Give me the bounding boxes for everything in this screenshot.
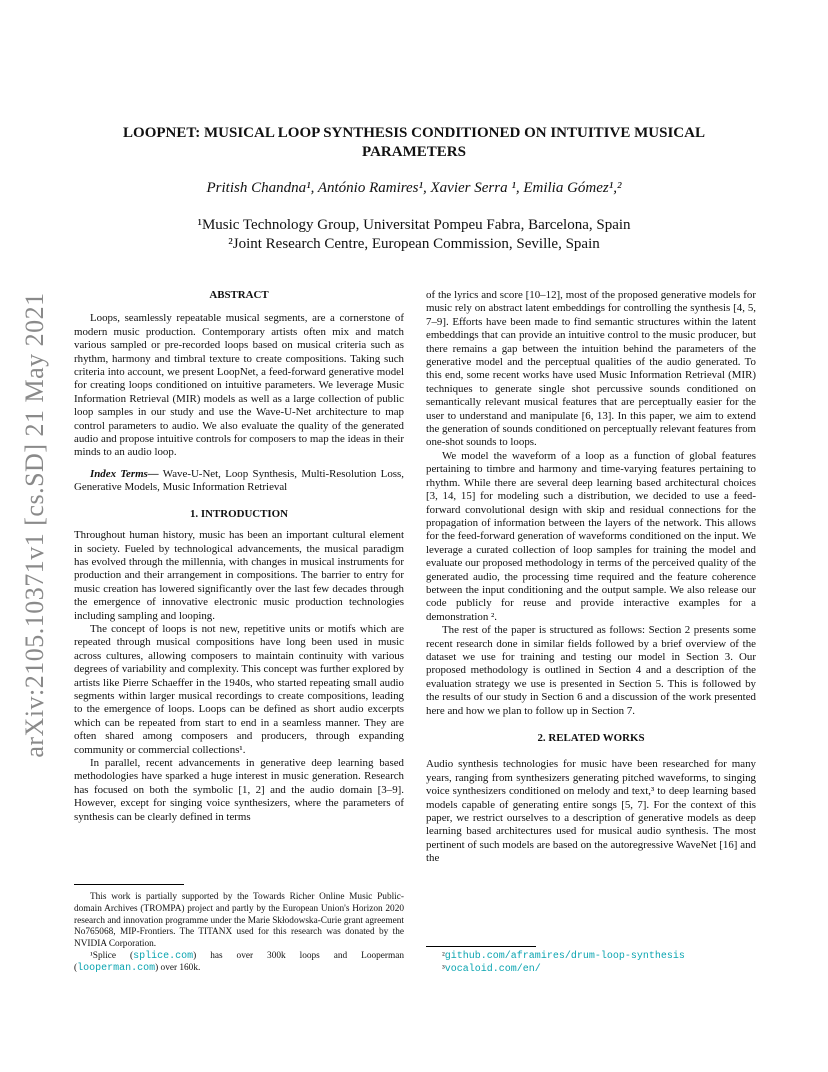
- arxiv-stamp: [20, 290, 50, 760]
- intro-paragraph-1: Throughout human history, music has been an important cultural element in society. Fueled by technological advancements, the musical paradigm has evolved through the millennia, with changes in musical instruments for production and their arrangement in compositions. The barrier to entry for music creation has lowered significantly over the last few decades through the emergence of innovative electronic music production technologies including sampling and looping.: [74, 529, 404, 622]
- index-terms: [74, 468, 404, 495]
- right-paragraph-2: We model the waveform of a loop as a function of global features pertaining to timbre and harmony and time-varying features pertaining to rhythm. While there are several deep learning based architectural choices [3, 14, 15] for modeling such a distribution, we decided to use a feed-forward convolutional design with skip and residual connections for the propagation of information between the layers of the network. This allows for the feed-forward generation of waveforms conditioned on the input. We leverage a curated collection of loop samples for training the model and evaluate our proposed methodology in terms of the perceived quality of the generated audio, the processing time required and the feature coherence between the input conditioning and the output sample. We also release our code publicly for reuse and provide interactive examples for a demonstration ².: [426, 449, 756, 623]
- footnote-3: ³vocaloid.com/en/: [442, 964, 541, 975]
- related-works-heading: 2. RELATED WORKS: [537, 732, 645, 744]
- right-column: [426, 289, 756, 866]
- affiliations: [80, 216, 748, 254]
- footnote-link-github[interactable]: github.com/aframires/drum-loop-synthesis: [444, 951, 685, 962]
- introduction-heading: 1. INTRODUCTION: [189, 507, 289, 520]
- intro-paragraph-3: In parallel, recent advancements in generative deep learning based methodologies have sparked a huge interest in music generation. Research has focused on both the symbolic [1, 2] and the audio domain [3–9]. However, except for singing voice synthesizers, where the parameters of synthesis can be clearly defined in terms: [74, 757, 404, 823]
- intro-paragraph-2: The concept of loops is not new, repetitive units or motifs which are repeated through musical compositions have long been used in music across cultures, allowing composers to maintain continuity with various degrees of variability and complexity. This concept was further explored by artists like Pierre Schaeffer in the 1940s, who started repeating small audio segments within larger musical recordings to create compositions, leading to the emergence of loops. Loops can be defined as short audio excerpts which can be repeated from start to end in a seamless manner. They are often shared among composers and producers, through expanding community or commercial collections¹.: [74, 622, 404, 756]
- footnote-acknowledgement: This work is partially supported by the Towards Richer Online Music Public-domain Archives (TROMPA) project and partly by the European Union's Horizon 2020 research and innovation programme under the Marie Skłodowska-Curie grant agreement No765068, MIP-Frontiers. The TITANX used for this research was donated by the NVIDIA Corporation.: [74, 892, 404, 950]
- footnotes-right: [426, 950, 756, 976]
- related-paragraph-1: Audio synthesis technologies for music have been researched for many years, ranging from synthesizers generating pitched waveforms, to singing voice synthesizers conditioned on melody and text,³ to deep learning based models capable of generating entire songs [5, 7]. For the context of this paper, we restrict ourselves to a description of generative models as deep learning based architectures used for musical audio synthesis. The most pertinent of such models are based on the autoregressive WaveNet [16] and the: [426, 758, 756, 865]
- index-terms-label: Index Terms—: [90, 467, 159, 480]
- footnote-divider-right: [426, 946, 536, 947]
- footnotes-left: [74, 892, 404, 975]
- paper-title: LOOPNET: MUSICAL LOOP SYNTHESIS CONDITIONED ON INTUITIVE MUSICAL PARAMETERS: [123, 125, 705, 160]
- right-paragraph-3: The rest of the paper is structured as follows: Section 2 presents some recent research done in similar fields followed by a brief overview of the dataset we use for training and testing our model in Section 3. Our proposed methodology is outlined in Section 4 and a description of the evaluation strategy we use is presented in Section 5. This is followed by the results of our study in Section 6 and a discussion of the work presented here and how we plan to follow up in Section 7.: [426, 624, 756, 717]
- left-column: [74, 289, 404, 824]
- footnote-1: ¹Splice (splice.com) has over 300k loops and Looperman (looperman.com) over 160k.: [74, 950, 404, 974]
- footnote-link-splice[interactable]: splice.com: [133, 950, 194, 962]
- footnote-2: ²github.com/aframires/drum-loop-synthesis: [442, 951, 685, 962]
- author-list: Pritish Chandna¹, António Ramires¹, Xavier Serra ¹, Emilia Gómez¹,²: [206, 180, 622, 196]
- footnote-link-vocaloid[interactable]: vocaloid.com/en/: [444, 964, 541, 975]
- right-paragraph-1: of the lyrics and score [10–12], most of the proposed generative models for music rely on abstract latent embeddings for controlling the synthesis [4, 5, 7–9]. Efforts have been made to find semantic structures within the latent embeddings that can provide an intuitive control to the music producer, but there remains a gap between the intuition behind the parameters of the generative model and the perceptual qualities of the audio generated. To this end, some recent works have used Music Information Retrieval (MIR) techniques to generate single shot percussive sounds conditioned on semantically relevant musical features that are perceptually easier for the user to understand and manipulate [6, 13]. In this paper, we aim to extend the generation of sounds conditioned on perceptually relevant features from one-shot sounds to loops.: [426, 289, 756, 449]
- index-terms-text: Wave-U-Net, Loop Synthesis, Multi-Resolution Loss, Generative Models, Music Information Retrieval: [74, 467, 404, 494]
- affiliation-2: ²Joint Research Centre, European Commission, Seville, Spain: [228, 236, 600, 252]
- affiliation-1: ¹Music Technology Group, Universitat Pompeu Fabra, Barcelona, Spain: [197, 217, 631, 233]
- arxiv-identifier: arXiv:2105.10371v1 [cs.SD] 21 May 2021: [20, 292, 49, 758]
- footnote-divider-left: [74, 884, 184, 885]
- abstract-heading: ABSTRACT: [209, 289, 269, 301]
- footnote-link-looperman[interactable]: looperman.com: [77, 962, 156, 974]
- abstract-text: Loops, seamlessly repeatable musical segments, are a cornerstone of modern music production. Contemporary artists often mix and match various sampled or pre-recorded loops based on musical criteria such as rhythm, harmony and timbral texture to create compositions. Taking such criteria into account, we present LoopNet, a feed-forward generative model for creating loops conditioned on intuitive parameters. We leverage Music Information Retrieval (MIR) models as well as a large collection of public loop samples in our study and use the Wave-U-Net architecture to map control parameters to audio. We also evaluate the quality of the generated audio and propose intuitive controls for composers to map the ideas in their minds to an audio loop.: [74, 312, 404, 459]
